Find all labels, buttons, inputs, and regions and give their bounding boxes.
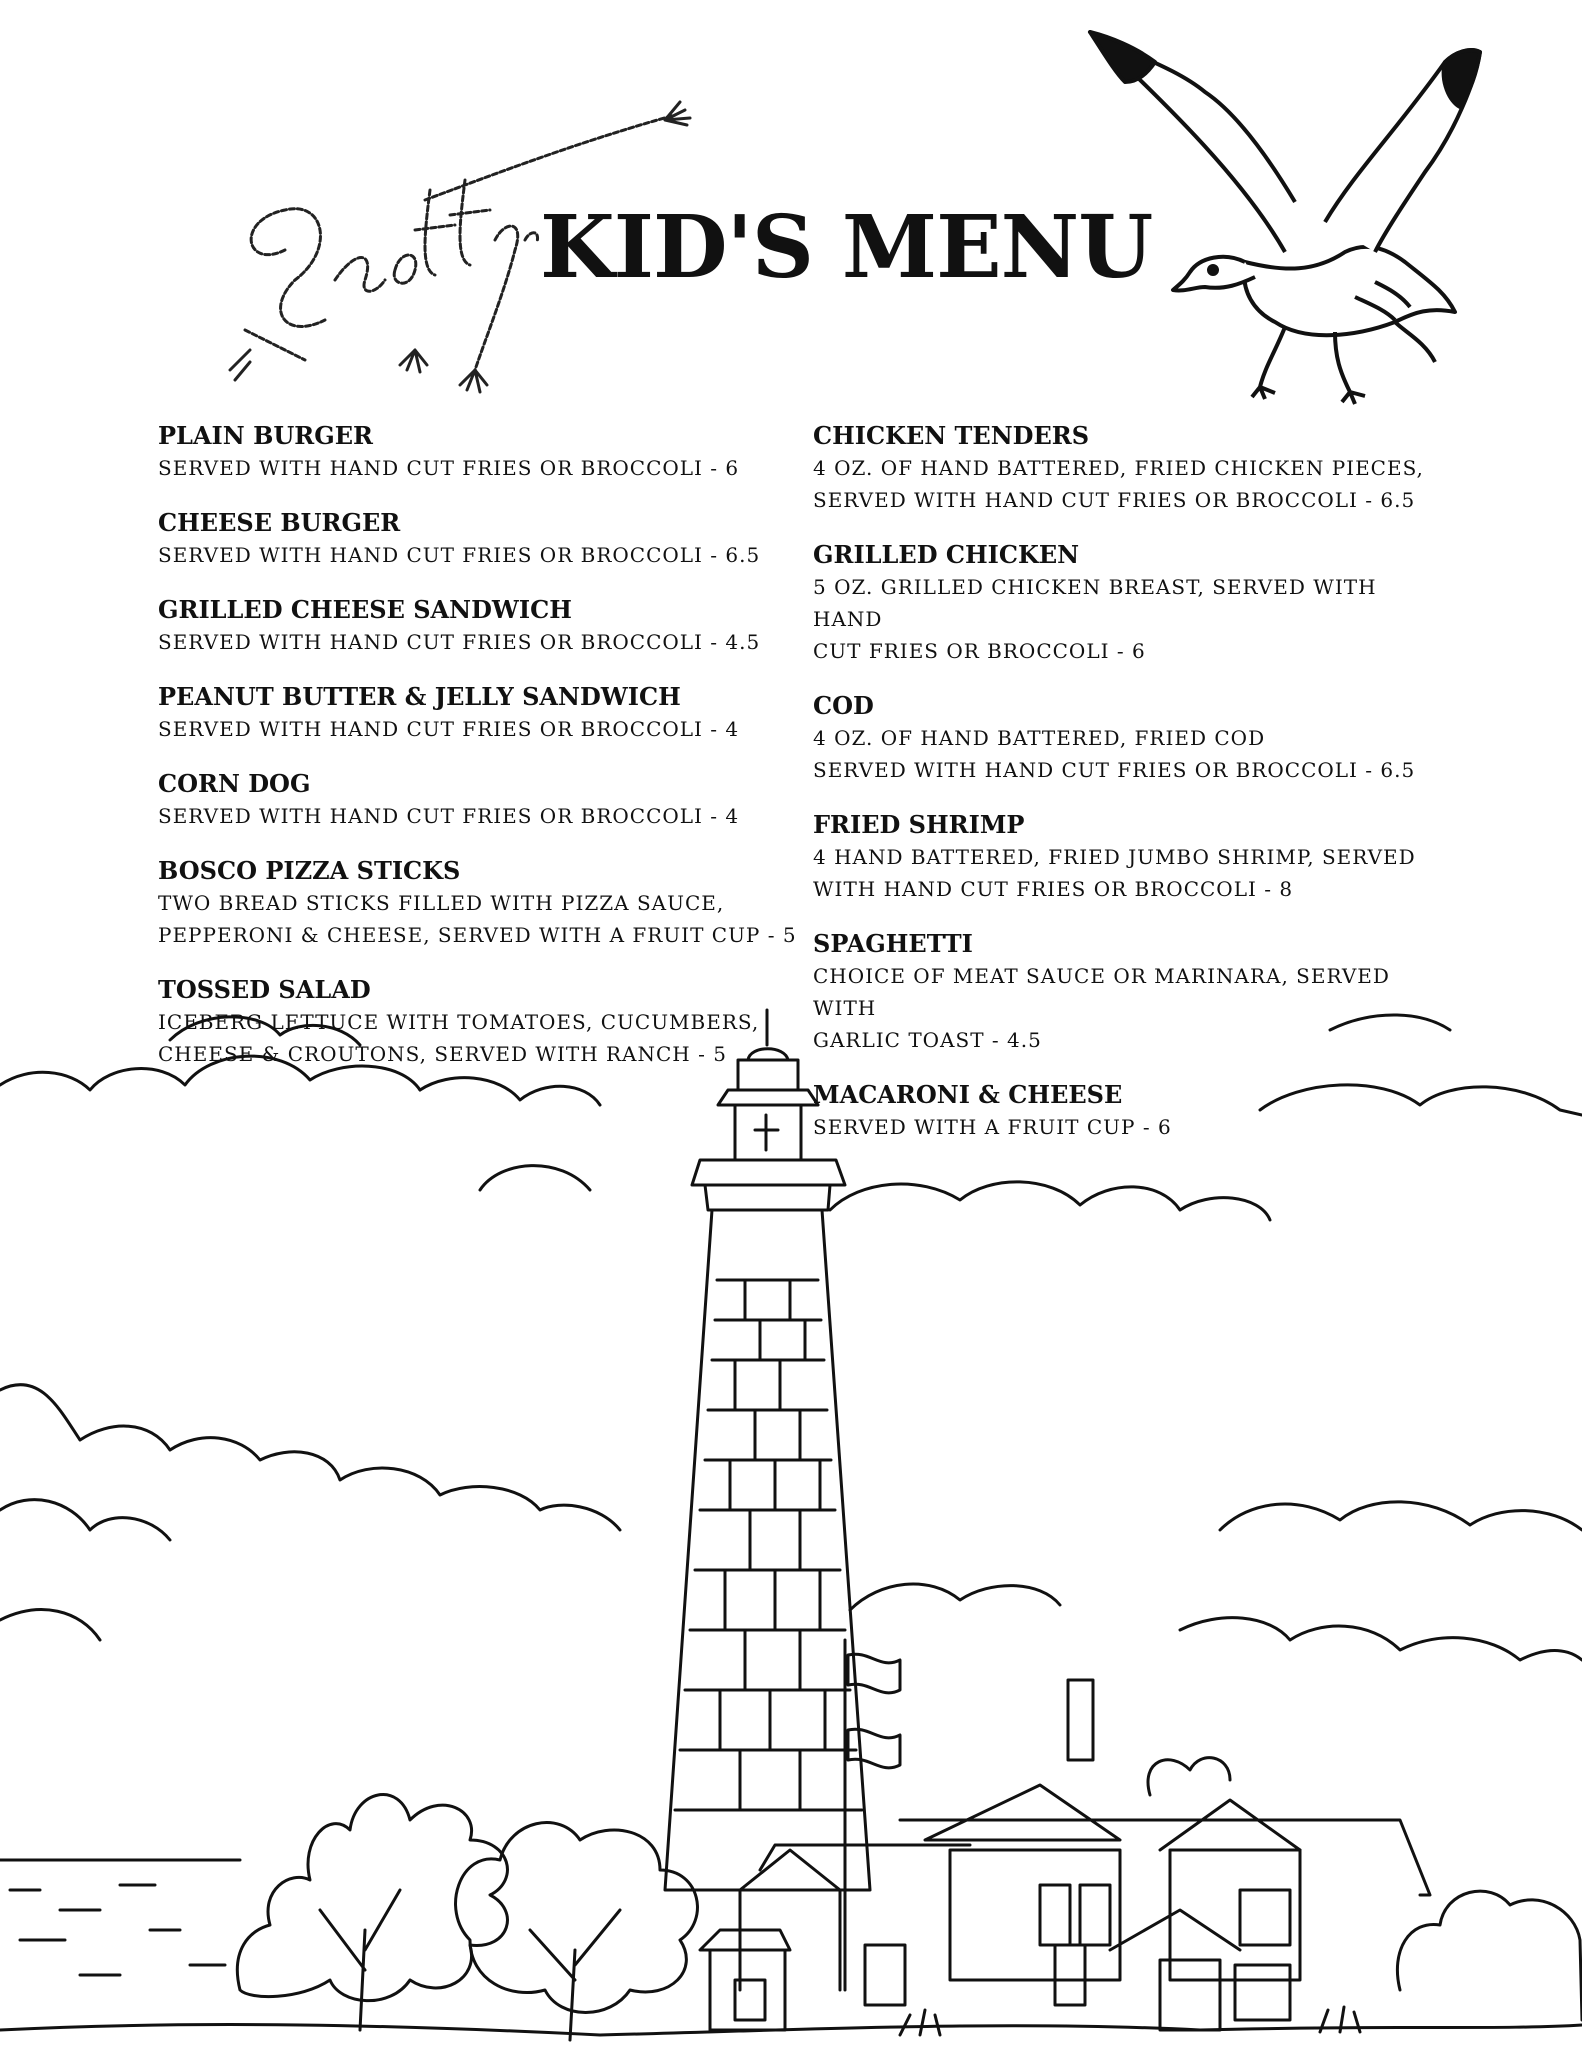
menu-item-desc: SERVED WITH HAND CUT FRIES OR BROCCOLI - 6.5 bbox=[158, 543, 761, 567]
menu-item bbox=[813, 690, 1453, 786]
menu-item-name: CHEESE BURGER bbox=[158, 508, 401, 537]
menu-item-name: COD bbox=[813, 691, 874, 720]
menu-item-name: CHICKEN TENDERS bbox=[813, 421, 1090, 450]
menu-item bbox=[158, 855, 798, 951]
menu-item-desc: GARLIC TOAST - 4.5 bbox=[813, 1028, 1042, 1052]
menu-item-name: TOSSED SALAD bbox=[158, 975, 371, 1004]
menu-title: KID'S MENU bbox=[540, 197, 1153, 298]
menu-item-desc: SERVED WITH A FRUIT CUP - 6 bbox=[813, 1115, 1172, 1139]
menu-item-desc: SERVED WITH HAND CUT FRIES OR BROCCOLI - 6.5 bbox=[813, 488, 1416, 512]
menu-item bbox=[158, 420, 798, 484]
menu-item-desc: WITH HAND CUT FRIES OR BROCCOLI - 8 bbox=[813, 877, 1294, 901]
menu-item-desc: CHOICE OF MEAT SAUCE OR MARINARA, SERVED WITH bbox=[813, 964, 1390, 1020]
menu-item-desc: ICEBERG LETTUCE WITH TOMATOES, CUCUMBERS, bbox=[158, 1010, 760, 1034]
menu-item-name: MACARONI & CHEESE bbox=[813, 1080, 1123, 1109]
menu-item-name: BOSCO PIZZA STICKS bbox=[158, 856, 461, 885]
menu-item-desc: SERVED WITH HAND CUT FRIES OR BROCCOLI - 4 bbox=[158, 717, 740, 741]
menu-item bbox=[813, 539, 1453, 667]
menu-item-desc: SERVED WITH HAND CUT FRIES OR BROCCOLI - 4.5 bbox=[158, 630, 761, 654]
menu-item-name: FRIED SHRIMP bbox=[813, 810, 1025, 839]
seagull-icon bbox=[1085, 22, 1485, 412]
menu-item-desc: 5 OZ. GRILLED CHICKEN BREAST, SERVED WITH HAND bbox=[813, 575, 1377, 631]
menu-item-desc: TWO BREAD STICKS FILLED WITH PIZZA SAUCE, bbox=[158, 891, 725, 915]
menu-item-desc: SERVED WITH HAND CUT FRIES OR BROCCOLI - 4 bbox=[158, 804, 740, 828]
lighthouse-scene-illustration bbox=[0, 990, 1582, 2048]
menu-item bbox=[158, 768, 798, 832]
menu-item-desc: SERVED WITH HAND CUT FRIES OR BROCCOLI - 6.5 bbox=[813, 758, 1416, 782]
menu-item-desc: CHEESE & CROUTONS, SERVED WITH RANCH - 5 bbox=[158, 1042, 727, 1066]
menu-item-name: PLAIN BURGER bbox=[158, 421, 373, 450]
menu-item-name: PEANUT BUTTER & JELLY SANDWICH bbox=[158, 682, 681, 711]
menu-item bbox=[158, 507, 798, 571]
menu-item-name: GRILLED CHEESE SANDWICH bbox=[158, 595, 572, 624]
menu-item bbox=[158, 594, 798, 658]
menu-item bbox=[813, 809, 1453, 905]
menu-item-name: SPAGHETTI bbox=[813, 929, 973, 958]
menu-item-desc: SERVED WITH HAND CUT FRIES OR BROCCOLI - 6 bbox=[158, 456, 740, 480]
menu-item-name: GRILLED CHICKEN bbox=[813, 540, 1080, 569]
menu-item-name: CORN DOG bbox=[158, 769, 311, 798]
menu-item-desc: 4 OZ. OF HAND BATTERED, FRIED COD bbox=[813, 726, 1266, 750]
menu-item-desc: CUT FRIES OR BROCCOLI - 6 bbox=[813, 639, 1146, 663]
menu-item-desc: PEPPERONI & CHEESE, SERVED WITH A FRUIT CUP - 5 bbox=[158, 923, 797, 947]
menu-item-desc: 4 OZ. OF HAND BATTERED, FRIED CHICKEN PIECES, bbox=[813, 456, 1424, 480]
menu-item-desc: 4 HAND BATTERED, FRIED JUMBO SHRIMP, SERVED bbox=[813, 845, 1416, 869]
menu-item bbox=[158, 681, 798, 745]
menu-item bbox=[813, 420, 1453, 516]
